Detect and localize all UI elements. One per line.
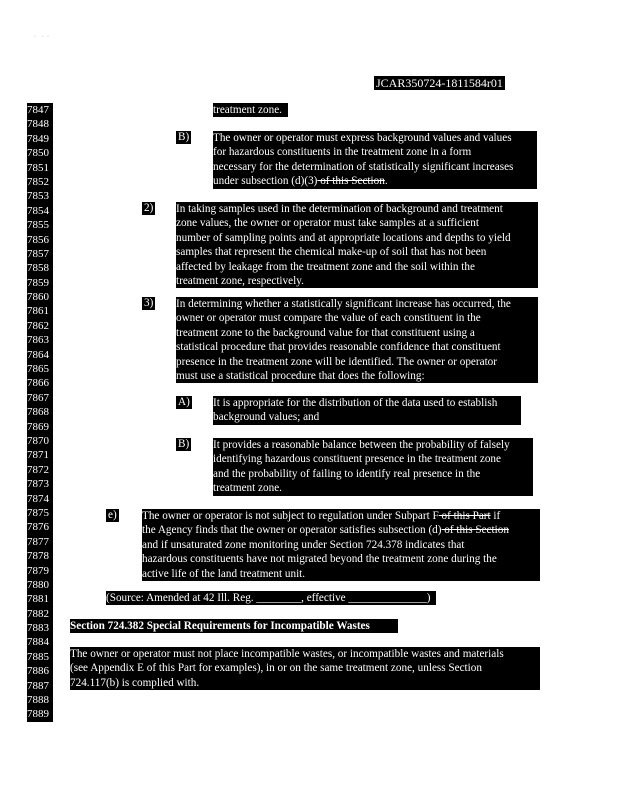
line-number: 7857 bbox=[27, 247, 49, 260]
list-label: 2) bbox=[144, 202, 154, 214]
line-number: 7854 bbox=[27, 204, 49, 217]
text-line: The owner or operator must express background values and values bbox=[213, 132, 512, 144]
text-line: zone values, the owner or operator must take samples at a sufficient bbox=[176, 217, 479, 230]
line-number: 7887 bbox=[27, 679, 49, 692]
text-line: and the probability of failing to identify real presence in the bbox=[213, 467, 481, 480]
line-number: 7864 bbox=[27, 348, 49, 361]
text-line: treatment zone. bbox=[213, 482, 282, 495]
line-number: 7889 bbox=[27, 708, 49, 721]
line-number: 7868 bbox=[27, 406, 49, 419]
paragraph-final bbox=[70, 647, 540, 690]
line-number: 7879 bbox=[27, 564, 49, 577]
paragraph-b2 bbox=[213, 438, 533, 496]
line-number: 7851 bbox=[27, 161, 49, 174]
text-line: identifying hazardous constituent presence in the treatment zone bbox=[213, 453, 501, 466]
paragraph-e bbox=[142, 509, 540, 581]
text-line: and if unsaturated zone monitoring under Section 724.378 indicates that bbox=[142, 538, 465, 551]
line-number: 7869 bbox=[27, 420, 49, 433]
line-number: 7867 bbox=[27, 391, 49, 404]
text-line: number of sampling points and at appropriate locations and depths to yield bbox=[176, 231, 511, 244]
text-line bbox=[142, 509, 540, 523]
text-line: statistical procedure that provides reasonable confidence that constituent bbox=[176, 341, 501, 354]
line-number: 7849 bbox=[27, 132, 49, 145]
text-line: affected by leakage from the treatment zone and the soil within the bbox=[176, 260, 475, 273]
paragraph-b1 bbox=[213, 131, 537, 189]
line-number: 7874 bbox=[27, 492, 49, 505]
text-run: The owner or operator is not subject to regulation under Subpart F bbox=[142, 510, 439, 522]
line-number: 7863 bbox=[27, 334, 49, 347]
line-number: 7881 bbox=[27, 593, 49, 606]
list-label: 3) bbox=[144, 297, 154, 309]
paragraph-3 bbox=[176, 297, 538, 383]
line-number: 7866 bbox=[27, 377, 49, 390]
line-number: 7878 bbox=[27, 550, 49, 563]
line-number: 7885 bbox=[27, 650, 49, 663]
line-number: 7884 bbox=[27, 636, 49, 649]
deleted-text: of this Section bbox=[317, 175, 385, 188]
text-line: samples that represent the chemical make-up of soil that has not been bbox=[176, 246, 487, 259]
list-label: A) bbox=[178, 396, 190, 408]
line-number: 7859 bbox=[27, 276, 49, 289]
line-number: 7875 bbox=[27, 506, 49, 519]
line-number: 7855 bbox=[27, 219, 49, 232]
text-line bbox=[142, 523, 540, 537]
line-number: 7848 bbox=[27, 118, 49, 131]
line-number: 7865 bbox=[27, 363, 49, 376]
paragraph-continuation bbox=[213, 103, 288, 117]
line-number: 7853 bbox=[27, 190, 49, 203]
text-line: background values; and bbox=[213, 411, 320, 424]
text-line: treatment zone to the background value for that constituent using a bbox=[176, 326, 475, 339]
list-label: B) bbox=[178, 438, 190, 450]
line-number: 7856 bbox=[27, 233, 49, 246]
text-line: In taking samples used in the determination of background and treatment bbox=[176, 203, 503, 215]
text-line: for hazardous constituents in the treatment zone in a form bbox=[213, 146, 472, 159]
source-note bbox=[106, 591, 436, 605]
text-run: . bbox=[384, 175, 388, 188]
list-label: e) bbox=[108, 509, 117, 521]
text-run: the Agency finds that the owner or operator satisfies subsection (d) bbox=[142, 524, 442, 537]
paragraph-a bbox=[213, 396, 521, 425]
line-number: 7877 bbox=[27, 535, 49, 548]
line-number: 7882 bbox=[27, 607, 49, 620]
text-line: must use a statistical procedure that does the following: bbox=[176, 370, 425, 383]
text-line: (see Appendix E of this Part for examples), in or on the same treatment zone, unless Section bbox=[70, 662, 482, 675]
text-line: treatment zone. bbox=[213, 104, 282, 116]
text-line: In determining whether a statistically significant increase has occurred, the bbox=[176, 298, 511, 310]
document-code: JCAR350724-1811584r01 bbox=[376, 76, 503, 90]
line-numbers bbox=[27, 103, 53, 722]
line-number: 7880 bbox=[27, 578, 49, 591]
deleted-text: of this Section bbox=[441, 524, 509, 537]
line-number: 7847 bbox=[27, 104, 49, 116]
list-label: B) bbox=[178, 131, 190, 143]
line-number: 7872 bbox=[27, 463, 49, 476]
line-number: 7858 bbox=[27, 262, 49, 275]
text-line: active life of the land treatment unit. bbox=[142, 567, 306, 580]
text-line: necessary for the determination of statistically significant increases bbox=[213, 160, 514, 173]
line-number: 7860 bbox=[27, 291, 49, 304]
line-number: 7862 bbox=[27, 319, 49, 332]
paragraph-2 bbox=[176, 202, 538, 288]
text-line: owner or operator must compare the value of each constituent in the bbox=[176, 312, 481, 325]
line-number: 7871 bbox=[27, 449, 49, 462]
text-line: presence in the treatment zone will be identified. The owner or operator bbox=[176, 355, 497, 368]
text-line: (Source: Amended at 42 Ill. Reg. ________, effective ______________) bbox=[106, 592, 431, 604]
line-number: 7873 bbox=[27, 478, 49, 491]
text-line: The owner or operator must not place incompatible wastes, or incompatible wastes and materials bbox=[70, 648, 504, 660]
line-number: 7876 bbox=[27, 521, 49, 534]
line-number: 7850 bbox=[27, 147, 49, 160]
text-line: It provides a reasonable balance between the probability of falsely bbox=[213, 439, 510, 451]
text-line: It is appropriate for the distribution of the data used to establish bbox=[213, 397, 498, 409]
text-line: Section 724.382 Special Requirements for Incompatible Wastes bbox=[70, 620, 370, 632]
line-number: 7870 bbox=[27, 434, 49, 447]
line-number: 7861 bbox=[27, 305, 49, 318]
line-number: 7883 bbox=[27, 622, 49, 635]
text-line: 724.117(b) is complied with. bbox=[70, 676, 200, 689]
text-line: hazardous constituents have not migrated beyond the treatment zone during the bbox=[142, 553, 497, 566]
scan-specks: · · · bbox=[34, 34, 49, 40]
deleted-text: of this Part bbox=[438, 510, 491, 522]
text-line bbox=[213, 174, 537, 188]
line-number: 7888 bbox=[27, 694, 49, 707]
section-heading bbox=[70, 619, 398, 633]
text-line: treatment zone, respectively. bbox=[176, 275, 304, 288]
text-run: under subsection (d)(3) bbox=[213, 175, 318, 188]
line-number: 7852 bbox=[27, 175, 49, 188]
line-number: 7886 bbox=[27, 665, 49, 678]
text-run: if bbox=[490, 510, 501, 522]
